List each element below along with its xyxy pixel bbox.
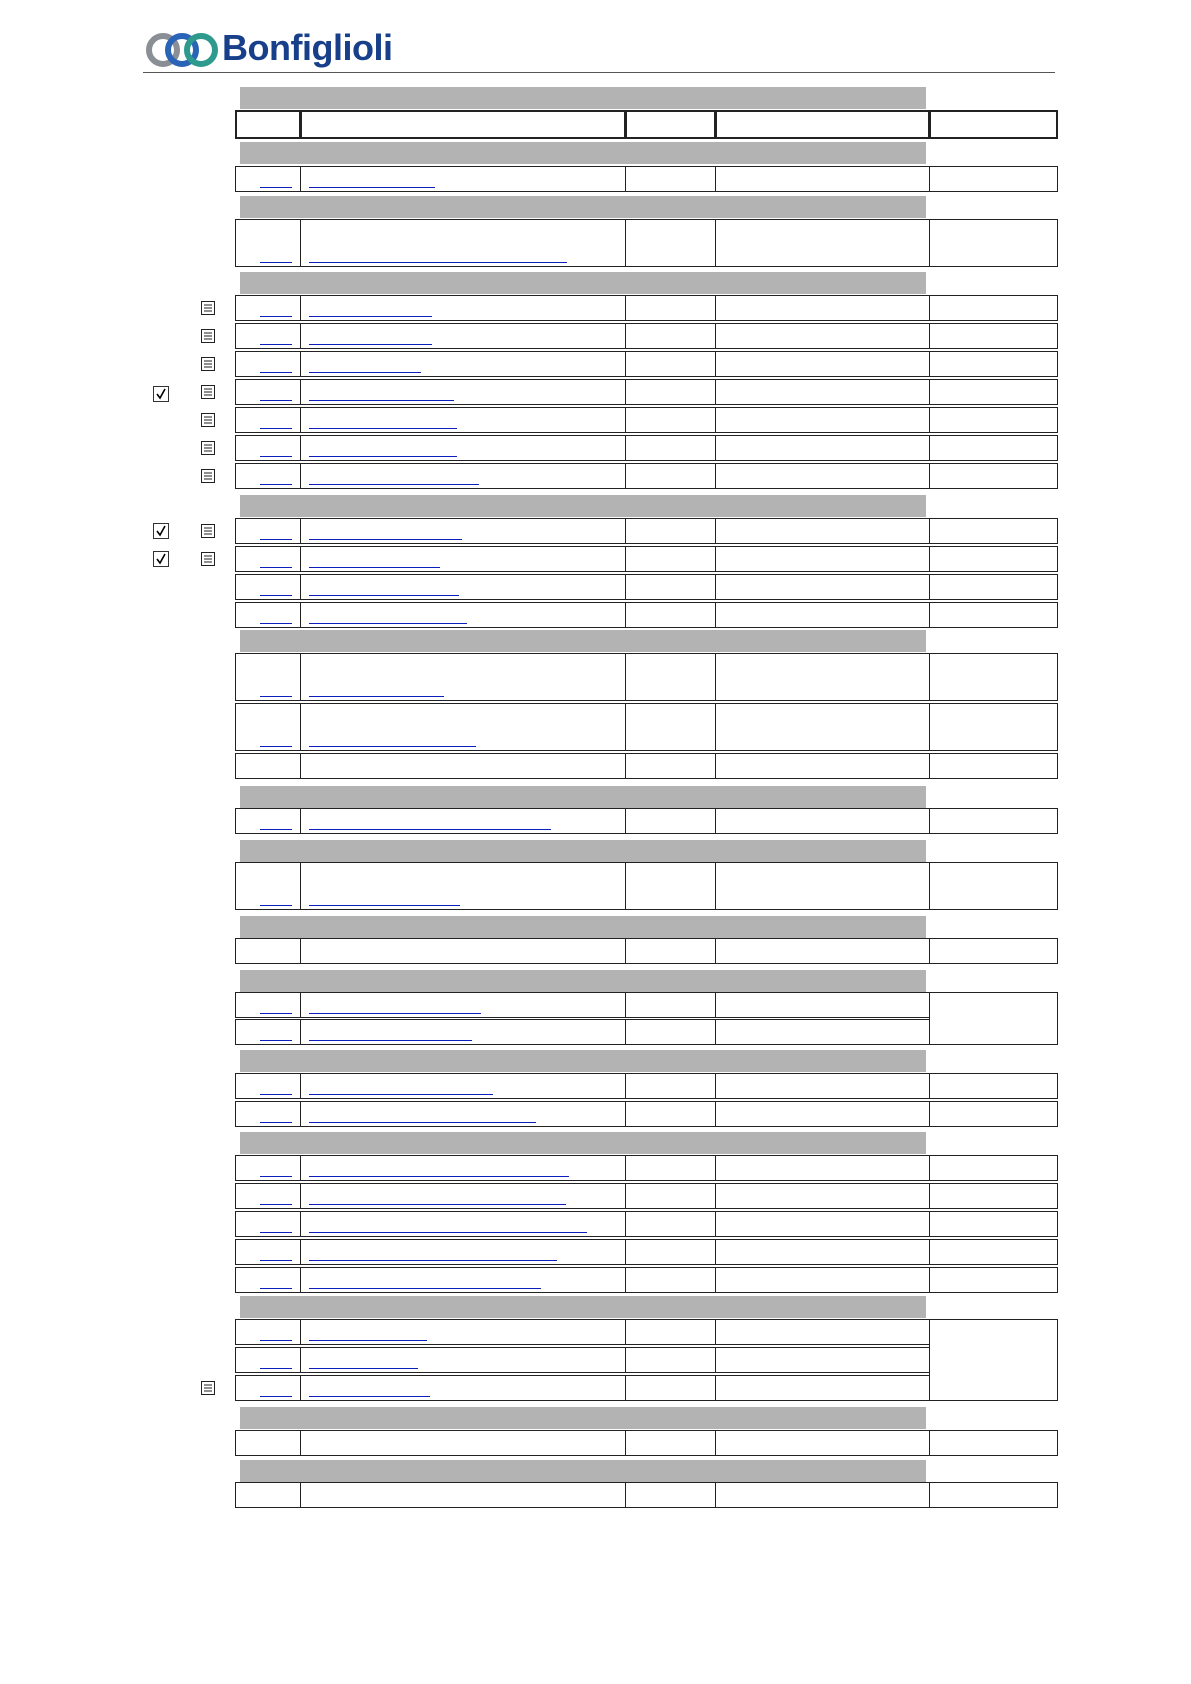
- section-header-bar: [240, 272, 926, 294]
- parameter-name-link[interactable]: [309, 344, 432, 345]
- parameter-name-link[interactable]: [309, 539, 462, 540]
- parameter-name-link[interactable]: [309, 262, 567, 263]
- table-row: [235, 379, 1058, 405]
- parameter-name-link[interactable]: [309, 1094, 493, 1095]
- parameter-number-link[interactable]: [260, 1396, 292, 1397]
- parameter-number-link[interactable]: [260, 187, 292, 188]
- form-icon: [200, 440, 216, 456]
- parameter-number-link[interactable]: [260, 344, 292, 345]
- parameter-number-link[interactable]: [260, 623, 292, 624]
- parameter-number-link[interactable]: [260, 1340, 292, 1341]
- parameter-name-link[interactable]: [309, 316, 432, 317]
- section-header-bar: [240, 786, 926, 808]
- parameter-name-link[interactable]: [309, 456, 457, 457]
- form-icon: [200, 412, 216, 428]
- table-row: [235, 407, 1058, 433]
- logo-mark-icon: [146, 28, 218, 68]
- parameter-number-link[interactable]: [260, 829, 292, 830]
- parameter-name-link[interactable]: [309, 372, 421, 373]
- parameter-name-link[interactable]: [309, 187, 435, 188]
- form-icon: [200, 300, 216, 316]
- table-row: [235, 166, 1058, 192]
- form-icon: [200, 328, 216, 344]
- parameter-name-link[interactable]: [309, 1396, 430, 1397]
- table-row: [235, 703, 1058, 751]
- section-header-bar: [240, 630, 926, 652]
- brand-name: Bonfiglioli: [222, 27, 393, 68]
- form-icon: [200, 356, 216, 372]
- parameter-number-link[interactable]: [260, 595, 292, 596]
- parameter-name-link[interactable]: [309, 428, 457, 429]
- table-row: [235, 1101, 1058, 1127]
- parameter-number-link[interactable]: [260, 1368, 292, 1369]
- parameter-name-link[interactable]: [309, 1013, 481, 1014]
- parameter-number-link[interactable]: [260, 905, 292, 906]
- parameter-name-link[interactable]: [309, 595, 459, 596]
- table-row: [235, 463, 1058, 489]
- section-header-bar: [240, 196, 926, 218]
- parameter-name-link[interactable]: [309, 1368, 418, 1369]
- table-row: [235, 1183, 1058, 1209]
- table-row: [235, 574, 1058, 600]
- checkmark-icon: [153, 523, 169, 539]
- table-row: [235, 1267, 1058, 1293]
- table-row: [235, 351, 1058, 377]
- parameter-name-link[interactable]: [309, 1340, 427, 1341]
- table-row: [235, 753, 1058, 779]
- parameter-number-link[interactable]: [260, 1122, 292, 1123]
- parameter-name-link[interactable]: [309, 567, 440, 568]
- parameter-number-link[interactable]: [260, 262, 292, 263]
- parameter-number-link[interactable]: [260, 316, 292, 317]
- merged-cell: [929, 1319, 1058, 1401]
- parameter-number-link[interactable]: [260, 567, 292, 568]
- parameter-number-link[interactable]: [260, 428, 292, 429]
- parameter-name-link[interactable]: [309, 1122, 536, 1123]
- section-header-bar: [240, 1460, 926, 1482]
- parameter-name-link[interactable]: [309, 484, 479, 485]
- table-row: [235, 1239, 1058, 1265]
- merged-cell: [929, 992, 1058, 1045]
- parameter-name-link[interactable]: [309, 746, 476, 747]
- section-header-bar: [240, 1050, 926, 1072]
- section-header-bar: [240, 1132, 926, 1154]
- parameter-name-link[interactable]: [309, 1260, 557, 1261]
- section-header-bar: [240, 970, 926, 992]
- table-row: [235, 323, 1058, 349]
- parameter-name-link[interactable]: [309, 1176, 569, 1177]
- form-icon: [200, 384, 216, 400]
- parameter-name-link[interactable]: [309, 696, 444, 697]
- section-header-bar: [240, 840, 926, 862]
- parameter-number-link[interactable]: [260, 1040, 292, 1041]
- checkmark-icon: [153, 551, 169, 567]
- table-row: [235, 1482, 1058, 1508]
- parameter-name-link[interactable]: [309, 1204, 566, 1205]
- form-icon: [200, 523, 216, 539]
- parameter-name-link[interactable]: [309, 1040, 472, 1041]
- checkmark-icon: [153, 386, 169, 402]
- table-row: [235, 862, 1058, 910]
- parameter-number-link[interactable]: [260, 400, 292, 401]
- form-icon: [200, 468, 216, 484]
- parameter-number-link[interactable]: [260, 539, 292, 540]
- parameter-name-link[interactable]: [309, 1232, 587, 1233]
- parameter-number-link[interactable]: [260, 456, 292, 457]
- table-row: [235, 518, 1058, 544]
- form-icon: [200, 1380, 216, 1396]
- table-row: [235, 1155, 1058, 1181]
- parameter-number-link[interactable]: [260, 1204, 292, 1205]
- parameter-number-link[interactable]: [260, 1232, 292, 1233]
- parameter-number-link[interactable]: [260, 1094, 292, 1095]
- table-row: [235, 1073, 1058, 1099]
- section-header-bar: [240, 495, 926, 517]
- parameter-number-link[interactable]: [260, 484, 292, 485]
- form-icon: [200, 551, 216, 567]
- parameter-number-link[interactable]: [260, 1288, 292, 1289]
- parameter-name-link[interactable]: [309, 1288, 541, 1289]
- section-header-bar: [240, 1407, 926, 1429]
- table-row: [235, 938, 1058, 964]
- parameter-name-link[interactable]: [309, 905, 460, 906]
- parameter-name-link[interactable]: [309, 623, 467, 624]
- parameter-number-link[interactable]: [260, 746, 292, 747]
- table-row: [235, 295, 1058, 321]
- parameter-number-link[interactable]: [260, 1260, 292, 1261]
- table-row: [235, 435, 1058, 461]
- section-header-bar: [240, 87, 926, 109]
- table-row: [235, 653, 1058, 701]
- parameter-name-link[interactable]: [309, 400, 454, 401]
- section-header-bar: [240, 916, 926, 938]
- table-row: [235, 546, 1058, 572]
- parameter-name-link[interactable]: [309, 829, 551, 830]
- parameter-number-link[interactable]: [260, 1176, 292, 1177]
- table-header-row: [235, 110, 1058, 139]
- table-row: [235, 1211, 1058, 1237]
- table-row: [235, 808, 1058, 834]
- parameter-number-link[interactable]: [260, 1013, 292, 1014]
- table-row: [235, 1430, 1058, 1456]
- bonfiglioli-logo: [146, 26, 392, 70]
- header-divider: [143, 72, 1055, 73]
- table-row: [235, 219, 1058, 267]
- section-header-bar: [240, 1296, 926, 1318]
- section-header-bar: [240, 142, 926, 164]
- parameter-number-link[interactable]: [260, 696, 292, 697]
- table-row: [235, 602, 1058, 628]
- parameter-number-link[interactable]: [260, 372, 292, 373]
